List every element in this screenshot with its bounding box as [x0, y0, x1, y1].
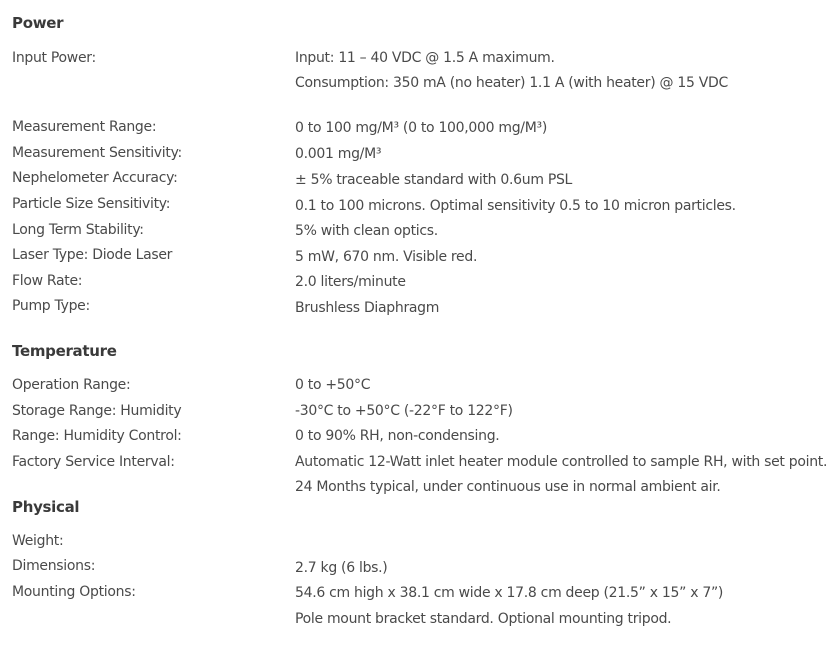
spec-value: Brushless Diaphragm [295, 300, 440, 316]
spec-label: Operation Range: [12, 377, 131, 393]
spec-label: Pump Type: [12, 298, 90, 314]
section-title-power: Power [12, 14, 64, 32]
spec-label: Weight: [12, 533, 64, 549]
spec-label: Factory Service Interval: [12, 454, 175, 470]
spec-label: Flow Rate: [12, 273, 83, 289]
section-title-physical: Physical [12, 498, 80, 516]
spec-value: Consumption: 350 mA (no heater) 1.1 A (with heater) @ 15 VDC [295, 75, 728, 91]
spec-label: Particle Size Sensitivity: [12, 196, 171, 212]
spec-value: Pole mount bracket standard. Optional mounting tripod. [295, 611, 672, 627]
spec-value: 5% with clean optics. [295, 223, 438, 239]
spec-label: Dimensions: [12, 558, 96, 574]
spec-value: 0 to 100 mg/M³ (0 to 100,000 mg/M³) [295, 120, 547, 136]
spec-label: Nephelometer Accuracy: [12, 170, 178, 186]
spec-value: 2.0 liters/minute [295, 274, 406, 290]
spec-label: Laser Type: Diode Laser [12, 247, 173, 263]
spec-label: Measurement Range: [12, 119, 157, 135]
spec-value: Input: 11 – 40 VDC @ 1.5 A maximum. [295, 50, 555, 66]
spec-label: Input Power: [12, 50, 96, 66]
spec-value: -30°C to +50°C (-22°F to 122°F) [295, 403, 513, 419]
spec-value: Automatic 12-Watt inlet heater module controlled to sample RH, with set point. [295, 454, 828, 470]
spec-value: ± 5% traceable standard with 0.6um PSL [295, 172, 573, 188]
spec-value: 0.001 mg/M³ [295, 146, 382, 162]
spec-value: 5 mW, 670 nm. Visible red. [295, 249, 478, 265]
spec-value: 54.6 cm high x 38.1 cm wide x 17.8 cm deep (21.5” x 15” x 7”) [295, 585, 724, 601]
spec-label: Range: Humidity Control: [12, 428, 182, 444]
spec-value: 0.1 to 100 microns. Optimal sensitivity 0.5 to 10 micron particles. [295, 198, 736, 214]
spec-label: Measurement Sensitivity: [12, 145, 182, 161]
spec-label: Storage Range: Humidity [12, 403, 182, 419]
spec-label: Mounting Options: [12, 584, 136, 600]
spec-value: 0 to 90% RH, non-condensing. [295, 428, 500, 444]
spec-label: Long Term Stability: [12, 222, 144, 238]
spec-value: 24 Months typical, under continuous use in normal ambient air. [295, 479, 721, 495]
spec-value: 2.7 kg (6 lbs.) [295, 560, 388, 576]
section-title-temperature: Temperature [12, 342, 117, 360]
spec-value: 0 to +50°C [295, 377, 371, 393]
